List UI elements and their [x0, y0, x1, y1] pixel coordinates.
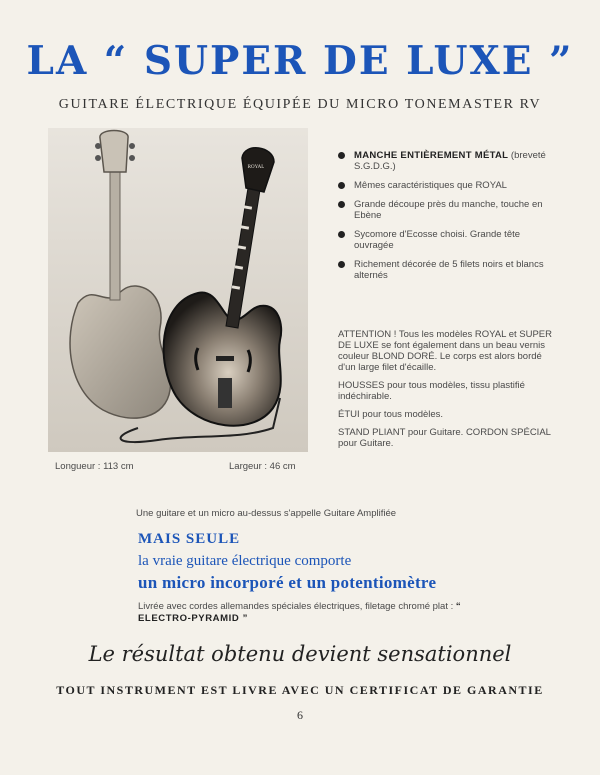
guitar-photo: [48, 128, 308, 452]
length-label: Longueur : 113 cm: [55, 461, 134, 472]
mais-seule-heading: MAIS SEULE: [138, 531, 241, 547]
feature-item: [338, 199, 558, 221]
page-title: LA “ SUPER DE LUXE ”: [26, 38, 574, 84]
amplified-intro: Une guitare et un micro au-dessus s'appelle Guitare Amplifiée: [136, 508, 397, 519]
etui-note: ÉTUI pour tous modèles.: [338, 409, 444, 420]
feature-item: [338, 150, 558, 172]
page-number: 6: [297, 708, 303, 722]
feature-item: [338, 229, 558, 251]
vraie-guitare-line: la vraie guitare électrique comporte: [138, 553, 352, 569]
feature-extra: Grande découpe près du manche, touche en Ebène: [354, 199, 543, 221]
feature-extra: Sycomore d'Ecosse choisi. Grande tête ouvragée: [354, 229, 521, 251]
headstock-logo: ROYAL: [247, 165, 265, 170]
page-subtitle: GUITARE ÉLECTRIQUE ÉQUIPÉE DU MICRO TONEMASTER RV: [58, 97, 542, 112]
bullet-icon: [338, 231, 345, 238]
feature-main: MANCHE ENTIÈREMENT MÉTAL: [354, 150, 509, 161]
feature-item: [338, 180, 558, 191]
feature-item: [338, 259, 558, 281]
bullet-icon: [338, 261, 345, 268]
width-label: Largeur : 46 cm: [229, 461, 296, 472]
feature-extra: Mêmes caractéristiques que ROYAL: [354, 180, 507, 191]
feature-list: [338, 150, 558, 289]
feature-extra: (breveté S.G.D.G.): [354, 150, 546, 172]
housses-note: HOUSSES pour tous modèles, tissu plastifié indéchirable.: [338, 380, 525, 402]
result-slogan: Le résultat obtenu devient sensationnel: [88, 642, 512, 666]
feature-extra: Richement décorée de 5 filets noirs et blancs alternés: [354, 259, 544, 281]
guarantee-line: TOUT INSTRUMENT EST LIVRE AVEC UN CERTIFICAT DE GARANTIE: [56, 683, 544, 697]
strings-brand: “ ELECTRO-PYRAMID ”: [138, 601, 462, 624]
micro-potentiometre-line: un micro incorporé et un potentiomètre: [138, 573, 437, 592]
strings-note: [138, 601, 478, 625]
stand-note: STAND PLIANT pour Guitare. CORDON SPÉCIAL pour Guitare.: [338, 427, 551, 449]
bullet-icon: [338, 182, 345, 189]
notes-block: [338, 329, 560, 456]
bullet-icon: [338, 201, 345, 208]
strings-text: Livrée avec cordes allemandes spéciales électriques, filetage chromé plat :: [138, 601, 454, 612]
bullet-icon: [338, 152, 345, 159]
attention-note: ATTENTION ! Tous les modèles ROYAL et SUPER DE LUXE se font également dans un beau vernis couleur BLOND DORÉ. Le corps est alors bordé d'un large filet d'écaille.: [338, 329, 552, 373]
